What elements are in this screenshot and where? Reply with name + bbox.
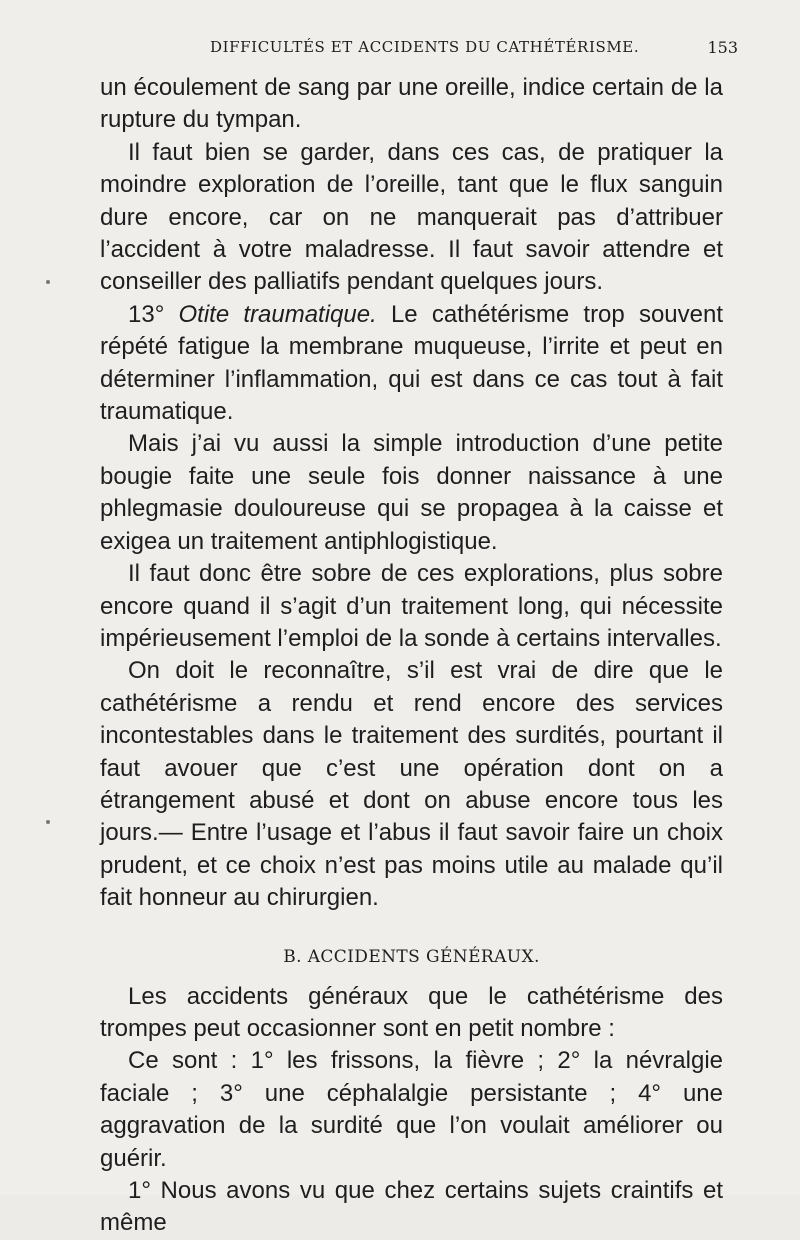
paragraph: Il faut bien se garder, dans ces cas, de pratiquer la moindre exploration de l’oreille, tant que le flux sanguin dure encore, car on ne manquerait pas d’attribuer l’accident à votre maladresse. Il faut savoir attendre et conseiller des palliatifs pendant quelques jours. bbox=[100, 138, 723, 296]
paragraph: un écoulement de sang par une oreille, indice certain de la rupture du tympan. bbox=[100, 74, 723, 134]
margin-dot bbox=[46, 280, 50, 284]
paragraph bbox=[100, 299, 723, 429]
page-body bbox=[100, 72, 723, 1240]
paragraph-text: Le cathétérisme trop souvent répété fatigue la membrane muqueuse, l’irrite et peut en déterminer l’inflammation, qui est dans ce cas tout à fait traumatique. bbox=[100, 300, 723, 426]
numbered-label: 13° bbox=[128, 300, 165, 328]
margin-dot bbox=[46, 820, 50, 824]
page-number: 153 bbox=[707, 38, 738, 57]
paragraph: Les accidents généraux que le cathétérisme des trompes peut occasionner sont en petit nombre : bbox=[100, 982, 723, 1042]
paragraph: Il faut donc être sobre de ces explorations, plus sobre encore quand il s’agit d’un traitement long, qui nécessite impérieusement l’emploi de la sonde à certains intervalles. bbox=[100, 560, 723, 652]
topic-title: Otite traumatique. bbox=[178, 300, 377, 328]
paragraph: Ce sont : 1° les frissons, la fièvre ; 2° la névralgie faciale ; 3° une céphalalgie persistante ; 4° une aggravation de la surdité que l’on voulait améliorer ou guérir. bbox=[100, 1047, 723, 1172]
paragraph: Mais j’ai vu aussi la simple introduction d’une petite bougie faite une seule fois donner naissance à une phlegmasie douloureuse qui se propagea à la caisse et exigea un traitement antiphlogistique. bbox=[100, 430, 723, 555]
section-heading: B. ACCIDENTS GÉNÉRAUX. bbox=[283, 946, 540, 967]
paragraph: 1° Nous avons vu que chez certains sujets craintifs et même bbox=[100, 1177, 723, 1237]
paragraph: On doit le reconnaître, s’il est vrai de dire que le cathétérisme a rendu et rend encore des services incontestables dans le traitement des surdités, pourtant il faut avouer que c’est une opération dont on a étrangement abusé et dont on abuse encore tous les jours.— Entre l’usage et l’abus il faut savoir faire un choix prudent, et ce choix n’est pas moins utile au malade qu’il fait honneur au chirurgien. bbox=[100, 657, 723, 912]
running-title: DIFFICULTÉS ET ACCIDENTS DU CATHÉTÉRISME. bbox=[210, 38, 640, 56]
